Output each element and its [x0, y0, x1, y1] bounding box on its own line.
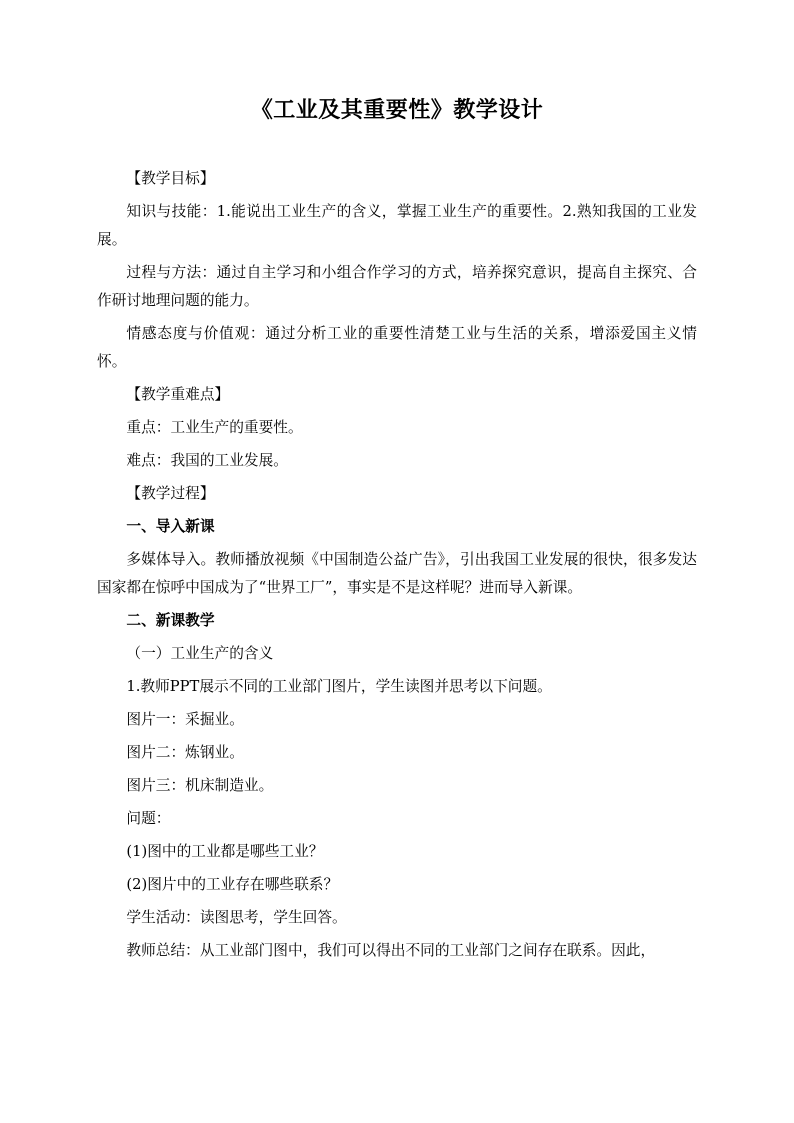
paragraph-attitudes-values: 情感态度与价值观：通过分析工业的重要性清楚工业与生活的关系，增添爱国主义情怀。 — [97, 325, 697, 370]
paragraph-key-points-heading: 【教学重难点】 — [126, 386, 230, 403]
document-body — [97, 165, 697, 965]
paragraph-picture-one: 图片一：采掘业。 — [126, 711, 244, 728]
paragraph-question-one: (1)图中的工业都是哪些工业？ — [126, 843, 324, 860]
subsection-heading-industry-meaning: （一）工业生产的含义 — [126, 645, 274, 662]
paragraph-difficult-point: 难点：我国的工业发展。 — [126, 452, 288, 469]
paragraph-process-methods: 过程与方法：通过自主学习和小组合作学习的方式，培养探究意识，提高自主探究、合作研讨地理问题的能力。 — [97, 264, 697, 309]
paragraph-teacher-summary: 教师总结：从工业部门图中，我们可以得出不同的工业部门之间存在联系。因此， — [126, 942, 656, 959]
paragraph-multimedia-intro: 多媒体导入。教师播放视频《中国制造公益广告》，引出我国工业发展的很快，很多发达国家都在惊呼中国成为了“世界工厂”，事实是不是这样呢？进而导入新课。 — [97, 551, 697, 596]
document-title: 《工业及其重要性》教学设计 — [250, 97, 544, 123]
paragraph-student-activity: 学生活动：读图思考，学生回答。 — [126, 909, 347, 926]
paragraph-teaching-process-heading: 【教学过程】 — [126, 485, 215, 502]
paragraph-picture-three: 图片三：机床制造业。 — [126, 777, 274, 794]
paragraph-question-two: (2)图片中的工业存在哪些联系？ — [126, 876, 339, 893]
paragraph-key-point: 重点：工业生产的重要性。 — [126, 419, 303, 436]
paragraph-ppt-activity: 1.教师PPT展示不同的工业部门图片，学生读图并思考以下问题。 — [126, 678, 552, 695]
paragraph-teaching-objectives-heading: 【教学目标】 — [126, 170, 215, 187]
section-heading-introduction: 一、导入新课 — [126, 518, 215, 535]
paragraph-knowledge-skills: 知识与技能：1.能说出工业生产的含义，掌握工业生产的重要性。2.熟知我国的工业发展。 — [97, 203, 697, 248]
paragraph-questions-label: 问题： — [126, 810, 171, 827]
paragraph-picture-two: 图片二：炼钢业。 — [126, 744, 244, 761]
section-heading-new-lesson: 二、新课教学 — [126, 612, 215, 629]
